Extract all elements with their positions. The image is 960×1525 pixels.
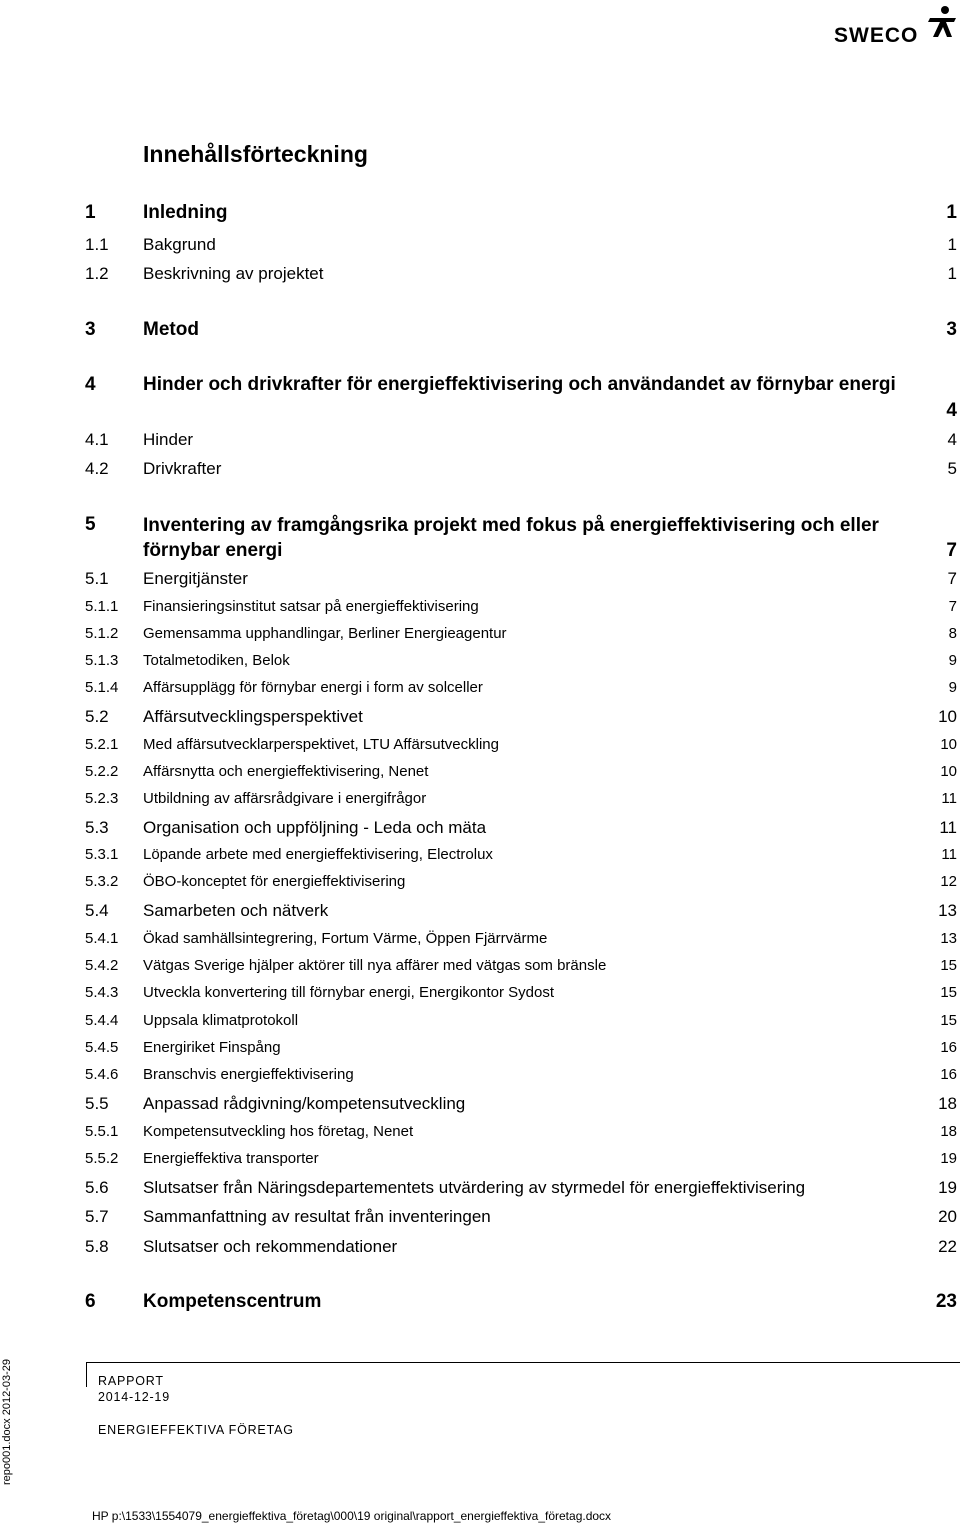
- toc-entry-number: 5.5.2: [85, 1150, 119, 1167]
- toc-entry-text[interactable]: Inventering av framgångsrika projekt med fokus på energieffektivisering och eller förnybar energi: [143, 515, 879, 561]
- toc-entry-page: 13: [938, 901, 957, 920]
- toc-entry-page: 18: [938, 1094, 957, 1113]
- toc-entry-text[interactable]: Affärsnytta och energieffektivisering, Nenet: [143, 763, 429, 780]
- toc-entry-number: 5.2.1: [85, 736, 119, 753]
- toc-entry-number: 1: [85, 202, 96, 223]
- toc-entry-number: 5.1.1: [85, 598, 119, 615]
- file-path: HP p:\1533\1554079_energieffektiva_företag\000\19 original\rapport_energieffektiva_företag.docx: [92, 1509, 612, 1523]
- toc-entry-number: 5.4.3: [85, 984, 119, 1001]
- toc-entry-text[interactable]: Kompetenscentrum: [143, 1291, 322, 1312]
- toc-entry-number: 6: [85, 1291, 96, 1312]
- template-id: repo001.docx 2012-03-29: [1, 1359, 13, 1485]
- toc-entry-text[interactable]: Drivkrafter: [143, 459, 222, 478]
- toc-entry-text[interactable]: Vätgas Sverige hjälper aktörer till nya affärer med vätgas som bränsle: [143, 957, 607, 974]
- toc-entry-text[interactable]: Totalmetodiken, Belok: [143, 652, 290, 669]
- toc-entry-number: 5.8: [85, 1237, 109, 1256]
- toc-entry-page: 12: [940, 873, 957, 890]
- toc-entry-text[interactable]: Ökad samhällsintegrering, Fortum Värme, Öppen Fjärrvärme: [143, 930, 548, 947]
- toc-entry-page: 7: [947, 569, 957, 588]
- toc-entry-page: 15: [940, 1012, 957, 1029]
- toc-entry-page: 10: [938, 707, 957, 726]
- toc-entry-number: 5.1.4: [85, 679, 119, 696]
- toc-entry-number: 5.3: [85, 818, 109, 837]
- toc-entry-text[interactable]: Organisation och uppföljning - Leda och mäta: [143, 818, 487, 837]
- toc-entry-number: 5: [85, 514, 96, 535]
- toc-entry-page: 19: [938, 1178, 957, 1197]
- toc-entry-number: 5.4.5: [85, 1039, 119, 1056]
- toc-entry-page: 15: [940, 984, 957, 1001]
- toc-entry-text[interactable]: Slutsatser från Näringsdepartementets utvärdering av styrmedel för energieffektivisering: [143, 1178, 806, 1197]
- toc-entry-page: 15: [940, 957, 957, 974]
- toc-entry-text[interactable]: Kompetensutveckling hos företag, Nenet: [143, 1123, 414, 1140]
- toc-entry-number: 5.2.2: [85, 763, 119, 780]
- toc-entry-page: 23: [935, 1291, 957, 1312]
- toc-entry-number: 5.3.2: [85, 873, 119, 890]
- toc-entry-number: 5.5: [85, 1094, 109, 1113]
- toc-entry-number: 5.1.2: [85, 625, 119, 642]
- toc-entry-number: 4.2: [85, 459, 109, 478]
- toc-entry-page: 1: [947, 235, 957, 254]
- toc-entry-number: 5.1: [85, 569, 109, 588]
- toc-entry-text[interactable]: Löpande arbete med energieffektivisering, Electrolux: [143, 846, 493, 863]
- toc-entry-text[interactable]: Utbildning av affärsrådgivare i energifrågor: [143, 790, 427, 807]
- doc-name: ENERGIEFFEKTIVA FÖRETAG: [98, 1423, 294, 1437]
- toc-entry-page: 1: [947, 264, 957, 283]
- toc-entry-page: 10: [940, 736, 957, 753]
- toc-entry-page: 3: [946, 319, 957, 340]
- toc-entry-number: 5.4.2: [85, 957, 119, 974]
- toc-entry-page: 18: [940, 1123, 957, 1140]
- toc-entry-number: 5.6: [85, 1178, 109, 1197]
- toc-entry-text[interactable]: Uppsala klimatprotokoll: [143, 1012, 299, 1029]
- toc-entry-page: 13: [940, 930, 957, 947]
- toc-entry-text[interactable]: Sammanfattning av resultat från inventeringen: [143, 1207, 491, 1226]
- toc-entry-text[interactable]: Med affärsutvecklarperspektivet, LTU Affärsutveckling: [143, 736, 499, 753]
- toc-entry-number: 3: [85, 319, 96, 340]
- toc-entry-number: 5.1.3: [85, 652, 119, 669]
- toc-entry-page: 22: [938, 1237, 957, 1256]
- footer-frame: [86, 1362, 960, 1387]
- toc-entry-page: 7: [948, 598, 957, 615]
- toc-entry-page: 4: [946, 400, 957, 421]
- toc-entry-page: 19: [940, 1150, 957, 1167]
- toc-entry-page: 5: [947, 459, 957, 478]
- toc-entry-page: 8: [948, 625, 957, 642]
- toc-entry-number: 5.2: [85, 707, 109, 726]
- toc-entry-number: 1.2: [85, 264, 109, 283]
- toc-entry-text[interactable]: Affärsupplägg för förnybar energi i form av solceller: [143, 679, 483, 696]
- toc-entry-number: 4: [85, 374, 96, 395]
- toc-entry-text[interactable]: Finansieringsinstitut satsar på energieffektivisering: [143, 598, 479, 615]
- toc-entry-text[interactable]: Anpassad rådgivning/kompetensutveckling: [143, 1094, 466, 1113]
- doc-date: 2014-12-19: [98, 1390, 170, 1404]
- toc-entry-number: 5.7: [85, 1207, 109, 1226]
- toc-entry-text[interactable]: Utveckla konvertering till förnybar energi, Energikontor Sydost: [143, 984, 555, 1001]
- toc-entry-page: 20: [938, 1207, 957, 1226]
- toc-entry-text[interactable]: Beskrivning av projektet: [143, 264, 324, 283]
- toc-entry-number: 4.1: [85, 430, 109, 449]
- toc-entry-text[interactable]: Samarbeten och nätverk: [143, 901, 329, 920]
- toc-entry-page: 16: [940, 1039, 957, 1056]
- toc-entry-number: 5.2.3: [85, 790, 119, 807]
- toc-entry-page: 11: [939, 818, 957, 837]
- toc-entry-text[interactable]: Energiriket Finspång: [143, 1039, 281, 1056]
- toc-entry-page: 9: [948, 679, 957, 696]
- toc-entry-text[interactable]: ÖBO-konceptet för energieffektivisering: [143, 873, 406, 890]
- toc-entry-page: 10: [940, 763, 957, 780]
- toc-entry-text[interactable]: Bakgrund: [143, 235, 216, 254]
- toc-title: Innehållsförteckning: [143, 141, 368, 167]
- toc-entry-text[interactable]: Metod: [143, 319, 199, 340]
- toc-entry-text[interactable]: Inledning: [143, 202, 228, 223]
- toc-entry-number: 1.1: [85, 235, 109, 254]
- doc-type: RAPPORT: [98, 1374, 164, 1388]
- toc-entry-text[interactable]: Energitjänster: [143, 569, 248, 588]
- toc-entry-number: 5.3.1: [85, 846, 119, 863]
- logo-wordmark: SWECO: [834, 24, 919, 47]
- toc-entry-text[interactable]: Branschvis energieffektivisering: [143, 1066, 354, 1083]
- toc-entry-page: 9: [948, 652, 957, 669]
- toc-entry-page: 4: [947, 430, 957, 449]
- toc-entry-page: 1: [946, 202, 957, 223]
- toc-entry-number: 5.4.1: [85, 930, 119, 947]
- toc-entry-text[interactable]: Slutsatser och rekommendationer: [143, 1237, 398, 1256]
- toc-entry-text[interactable]: Hinder: [143, 430, 194, 449]
- toc-entry-text[interactable]: Gemensamma upphandlingar, Berliner Energieagentur: [143, 625, 507, 642]
- toc-entry-page: 11: [941, 790, 957, 807]
- toc-entry-text[interactable]: Hinder och drivkrafter för energieffektivisering och användandet av förnybar energi: [143, 374, 896, 395]
- toc-entry-text[interactable]: Affärsutvecklingsperspektivet: [143, 707, 363, 726]
- toc-entry-number: 5.4.4: [85, 1012, 119, 1029]
- toc-entry-text[interactable]: Energieffektiva transporter: [143, 1150, 319, 1167]
- toc-entry-number: 5.4.6: [85, 1066, 119, 1083]
- toc-entry-page: 7: [946, 540, 957, 561]
- toc-entry-page: 11: [941, 846, 957, 863]
- toc-entry-page: 16: [940, 1066, 957, 1083]
- toc-entry-number: 5.5.1: [85, 1123, 119, 1140]
- toc-entry-number: 5.4: [85, 901, 109, 920]
